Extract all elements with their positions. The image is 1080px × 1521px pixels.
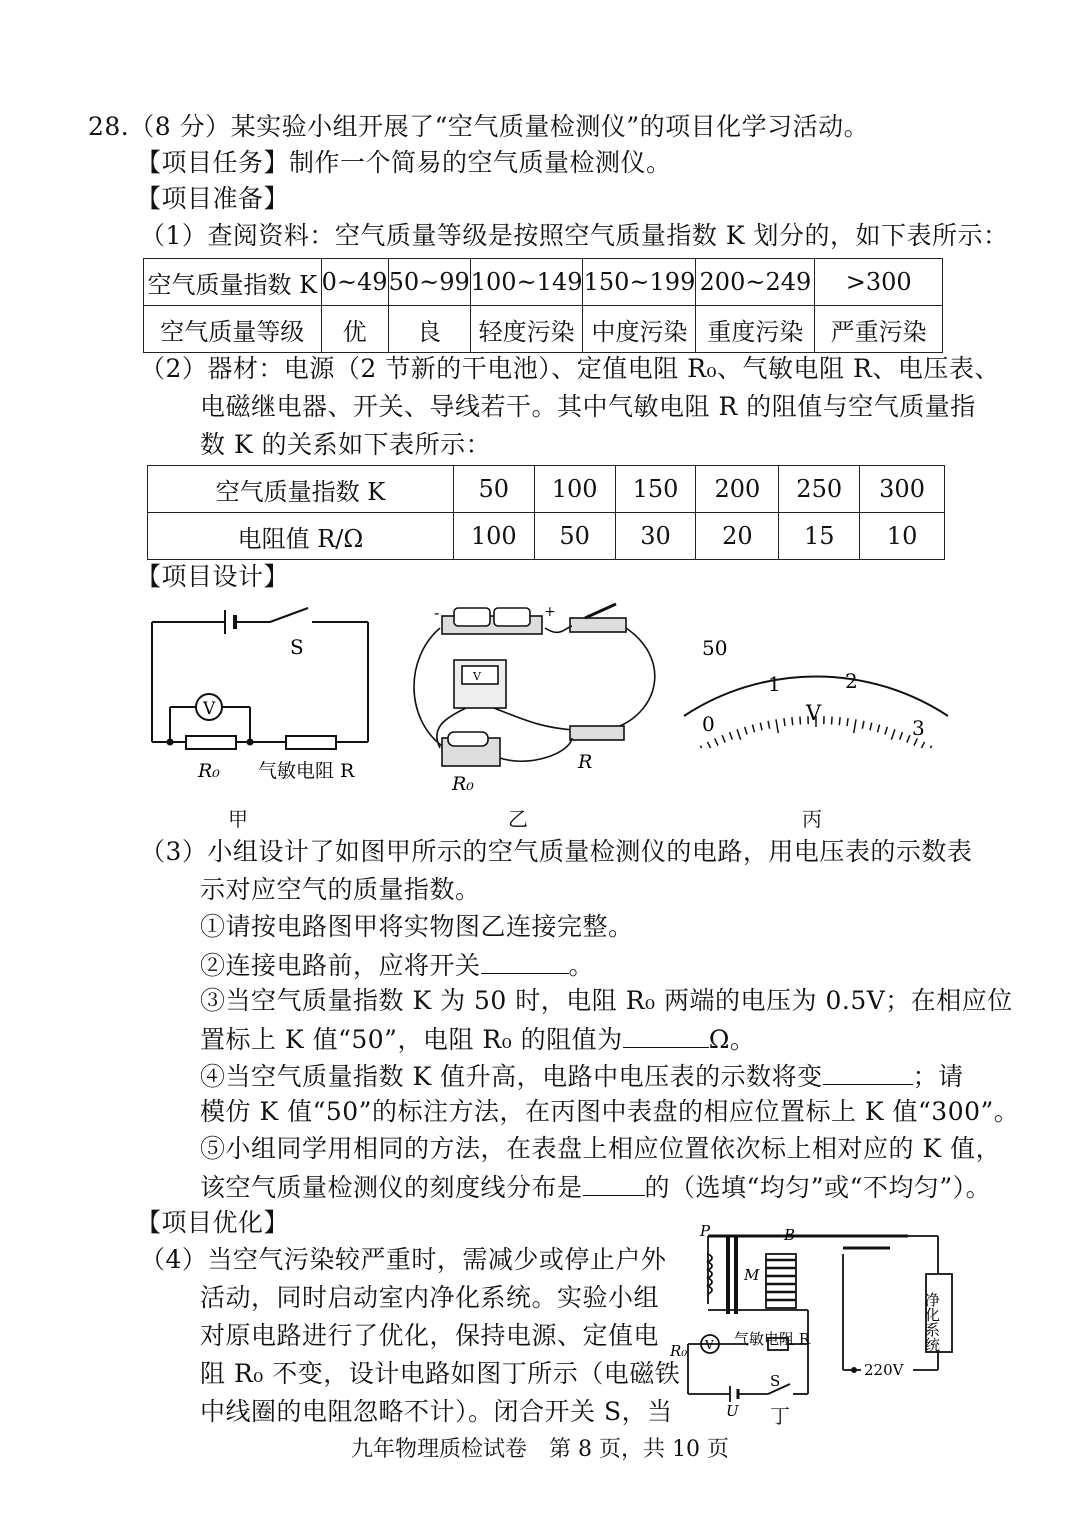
dial-tick [752, 725, 754, 733]
mark-3: 3 [912, 716, 925, 740]
part-1-text: （1）查阅资料：空气质量等级是按照空气质量指数 K 划分的，如下表所示： [140, 221, 1009, 250]
table-cell: 250 [779, 466, 860, 513]
relay-switch-label: S [770, 1372, 781, 1390]
dial-tick [925, 746, 932, 748]
sub-question-2-text: ②连接电路前，应将开关 [200, 951, 481, 980]
sub-question-3-line-1: ③当空气质量指数 K 为 50 时，电阻 R₀ 两端的电压为 0.5V；在相应位 [200, 986, 1013, 1015]
dial-tick [921, 742, 925, 748]
label-u: U [726, 1402, 739, 1420]
plus-label: + [544, 604, 556, 620]
table-cell: 150 [615, 466, 696, 513]
part-2-line-2: 电磁继电器、开关、导线若干。其中气敏电阻 R 的阻值与空气质量指 [200, 392, 976, 421]
sub-question-2 [200, 947, 594, 983]
table-cell: 0~49 [321, 259, 388, 306]
part-3-line-2: 示对应空气的质量指数。 [200, 875, 481, 904]
dial-tick [870, 723, 872, 731]
dial-tick [722, 735, 725, 742]
dial-tick [700, 746, 707, 748]
sub-question-5-text: 该空气质量检测仪的刻度线分布是 [200, 1173, 583, 1202]
dial-tick [768, 721, 770, 729]
dial-tick [907, 735, 910, 742]
resistance-table [147, 465, 945, 560]
part-4-line-4: 阻 R₀ 不变，设计电路如图丁所示（电磁铁 [200, 1359, 681, 1388]
table-cell: 200 [696, 466, 779, 513]
sub-question-5-end: 的（选填“均匀”或“不均匀”）。 [644, 1173, 992, 1202]
figure-caption-ding: 丁 [770, 1404, 790, 1428]
sub-question-5-line-2 [200, 1169, 991, 1205]
dial-tick [877, 725, 879, 733]
mark-1: 1 [768, 672, 781, 696]
dial-tick [715, 738, 718, 745]
dial-tick [784, 718, 785, 726]
answer-blank-switch[interactable] [481, 947, 569, 974]
relay-gas-resistor-label: 气敏电阻 R [734, 1330, 811, 1348]
sub-question-4-end: ；请 [912, 1062, 964, 1091]
figure-caption-jia: 甲 [228, 807, 248, 831]
table-cell: 严重污染 [815, 306, 943, 353]
r-label: R [578, 751, 593, 773]
figure-caption-bing: 丙 [802, 807, 822, 831]
table-cell: 优 [321, 306, 388, 353]
table-cell: 50 [534, 513, 615, 560]
table-cell: 20 [696, 513, 779, 560]
dial-unit-label: V [806, 701, 822, 725]
dial-tick [776, 719, 778, 733]
label-b: B [784, 1226, 796, 1244]
dial-tick [792, 717, 793, 725]
table-row [148, 466, 945, 513]
table-cell: 空气质量指数 K [148, 466, 454, 513]
project-design-heading: 【项目设计】 [136, 562, 290, 591]
label-p: P [700, 1224, 711, 1240]
sub-question-1: ①请按电路图甲将实物图乙连接完整。 [200, 912, 634, 941]
dial-tick [745, 727, 747, 735]
part-4-line-3: 对原电路进行了优化，保持电源、定值电 [200, 1321, 660, 1350]
part-4-line-5: 中线圈的电阻忽略不计）。闭合开关 S，当 [200, 1397, 673, 1426]
relay-r0-label: R₀ [670, 1342, 688, 1360]
r0-label: R₀ [198, 760, 220, 782]
part-4-line-2: 活动，同时启动室内净化系统。实验小组 [200, 1283, 660, 1312]
dial-tick [862, 721, 864, 729]
question-title: 28.（8 分）某实验小组开展了“空气质量检测仪”的项目化学习活动。 [88, 112, 870, 141]
part-3-line-1: （3）小组设计了如图甲所示的空气质量检测仪的电路，用电压表的示数表 [140, 837, 973, 866]
dial-tick [891, 729, 895, 739]
switch-label: S [290, 635, 304, 659]
apparatus-diagram-yi [410, 598, 660, 798]
mark-0: 0 [702, 712, 715, 736]
table-cell: 重度污染 [696, 306, 815, 353]
label-m: M [744, 1266, 760, 1284]
minus-label: - [434, 603, 440, 622]
voltmeter-dial-bing [672, 628, 957, 748]
mark-2: 2 [845, 669, 858, 693]
table-cell: 200~249 [696, 259, 815, 306]
table-row [144, 306, 943, 353]
answer-blank-r0[interactable] [623, 1021, 709, 1048]
page-footer: 九年物理质检试卷 第 8 页，共 10 页 [351, 1437, 729, 1462]
project-task: 【项目任务】制作一个简易的空气质量检测仪。 [136, 148, 672, 177]
table-cell: 10 [860, 513, 945, 560]
project-prep-heading: 【项目准备】 [136, 184, 290, 213]
table-cell: 300 [860, 466, 945, 513]
table-row [144, 259, 943, 306]
sub-question-4-line-2: 模仿 K 值“50”的标注方法，在丙图中表盘的相应位置标上 K 值“300”。 [200, 1097, 1020, 1126]
sub-question-3-text: 置标上 K 值“50”，电阻 R₀ 的阻值为 [200, 1025, 623, 1054]
dial-tick [847, 718, 848, 726]
relay-circuit-ding [668, 1224, 963, 1420]
answer-blank-voltage-change[interactable] [823, 1058, 913, 1085]
sub-question-3-unit: Ω。 [708, 1025, 756, 1054]
r0-apparatus-label: R₀ [452, 773, 474, 795]
dial-tick [832, 717, 833, 725]
dial-tick [800, 717, 801, 725]
table-cell: 15 [779, 513, 860, 560]
dial-tick [707, 742, 711, 748]
purifier-label: 净化系统 [923, 1292, 941, 1352]
table-cell: 100~149 [470, 259, 583, 306]
table-cell: 150~199 [583, 259, 696, 306]
dial-tick [729, 732, 732, 739]
sub-question-4-line-1 [200, 1058, 964, 1094]
table-cell: 100 [453, 513, 534, 560]
dial-tick [760, 723, 762, 731]
part-4-line-1: （4）当空气污染较严重时，需减少或停止户外 [140, 1245, 667, 1274]
part-2-line-1: （2）器材：电源（2 节新的干电池）、定值电阻 R₀、气敏电阻 R、电压表、 [140, 354, 1000, 383]
table-cell: 中度污染 [583, 306, 696, 353]
table-cell: 50~99 [388, 259, 470, 306]
dial-tick [839, 717, 840, 725]
voltmeter-label: V [203, 699, 216, 719]
table-cell: 电阻值 R/Ω [148, 513, 454, 560]
project-optimization-heading: 【项目优化】 [136, 1208, 290, 1237]
table-cell: >300 [815, 259, 943, 306]
table-cell: 空气质量指数 K [144, 259, 322, 306]
air-quality-level-table [143, 258, 943, 353]
answer-blank-distribution[interactable] [583, 1169, 645, 1196]
sub-question-3-line-2 [200, 1021, 755, 1057]
part-2-line-3: 数 K 的关系如下表所示： [200, 430, 492, 459]
table-cell: 良 [388, 306, 470, 353]
voltage-220-label: 220V [864, 1361, 904, 1379]
sub-question-5-line-1: ⑤小组同学用相同的方法，在表盘上相应位置依次标上相对应的 K 值， [200, 1134, 1002, 1163]
table-row [148, 513, 945, 560]
circuit-diagram-jia [140, 600, 390, 790]
sub-question-2-end: 。 [568, 951, 595, 980]
mark-50: 50 [702, 636, 728, 660]
dial-tick [885, 727, 887, 735]
dial-tick [900, 732, 903, 739]
table-cell: 空气质量等级 [144, 306, 322, 353]
voltmeter-face-label: V [473, 670, 481, 683]
table-cell: 50 [453, 466, 534, 513]
relay-voltmeter-label: V [705, 1338, 714, 1352]
sub-question-4-text: ④当空气质量指数 K 值升高，电路中电压表的示数将变 [200, 1062, 823, 1091]
table-cell: 100 [534, 466, 615, 513]
gas-resistor-label: 气敏电阻 R [258, 760, 355, 782]
figure-caption-yi: 乙 [508, 807, 528, 831]
dial-tick [854, 719, 856, 733]
dial-tick [737, 729, 741, 739]
table-cell: 轻度污染 [470, 306, 583, 353]
table-cell: 30 [615, 513, 696, 560]
